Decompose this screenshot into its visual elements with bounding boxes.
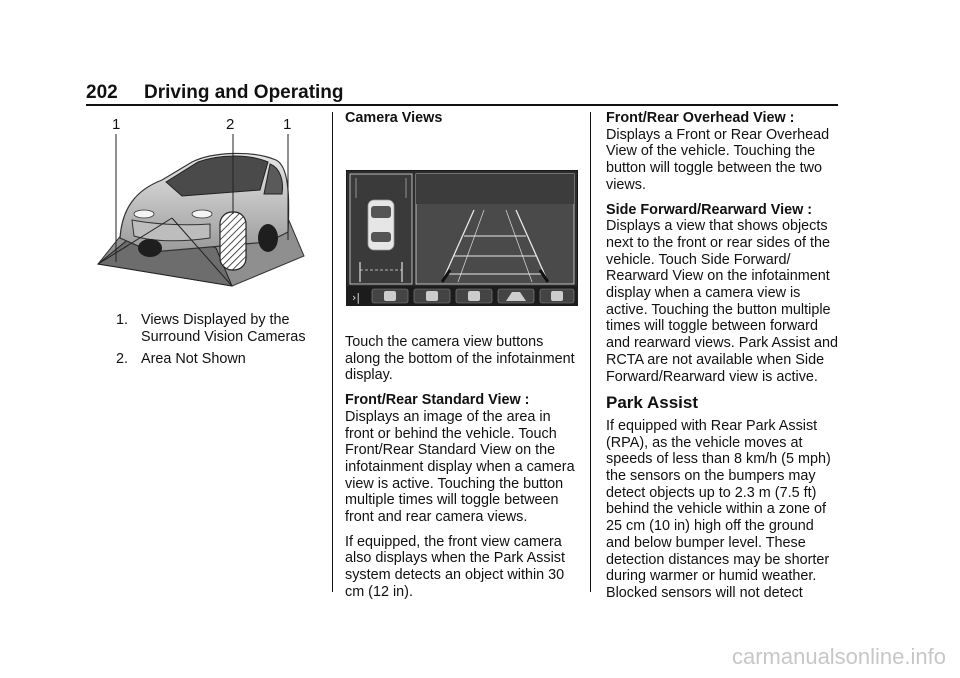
- side-view-body: Displays a view that shows objects next to the front or rear sides of the vehicle. Touch Side Forward/ Rearward View on the infotainment display when a camera view is active. Touching the button multiple times will toggle between forward and rearward views. Park Assist and RCTA are not available when Side Forward/Rearward view is active.: [606, 218, 838, 385]
- camera-display-illustration: [346, 170, 578, 306]
- callout-1-left: 1: [112, 116, 121, 133]
- front-rear-standard-title: Front/Rear Standard View :: [345, 392, 530, 409]
- caption-item: 1. Views Displayed by the Surround Vision Cameras: [116, 312, 306, 345]
- header-rule: [86, 104, 838, 106]
- watermark: carmanualsonline.info: [731, 644, 946, 669]
- callout-1-right: 1: [283, 116, 292, 133]
- right-column: [606, 110, 838, 610]
- surround-vision-illustration: [92, 134, 308, 294]
- figure-captions: [116, 312, 326, 374]
- middle-column: [345, 110, 577, 135]
- side-view-title: Side Forward/Rearward View :: [606, 201, 813, 218]
- page-number: 202: [86, 82, 118, 103]
- svg-text:›|: ›|: [352, 291, 361, 304]
- front-rear-standard-body: Displays an image of the area in front or behind the vehicle. Touch Front/Rear Standard View on the infotainment display when a camera view is active. Touching the button multiple times will toggle between front and rear camera views.: [345, 408, 575, 526]
- front-camera-note: If equipped, the front view camera also displays when the Park Assist system detects an object within 30 cm (12 in).: [345, 533, 565, 600]
- overhead-view-title: Front/Rear Overhead View :: [606, 110, 795, 126]
- camera-intro-text: Touch the camera view buttons along the bottom of the infotainment display.: [345, 334, 575, 384]
- overhead-view-body: Displays a Front or Rear Overhead View of the vehicle. Touching the button will toggle between the two views.: [606, 126, 830, 193]
- column-divider-left: [332, 112, 333, 592]
- callout-2: 2: [226, 116, 235, 133]
- park-assist-body: If equipped with Rear Park Assist (RPA), as the vehicle moves at speeds of less than 8 km/h (5 mph) the sensors on the bumpers may detect objects up to 2.3 m (7.5 ft) behind the vehicle within a zone of 25 cm (10 in) high off the ground and below bumper level. These detection distances may be shorter during warmer or humid weather. Blocked sensors will not detect: [606, 417, 831, 601]
- camera-views-heading: Camera Views: [345, 110, 443, 126]
- section-title: Driving and Operating: [144, 82, 344, 103]
- middle-column-body: [345, 334, 581, 609]
- page-header: [86, 82, 838, 104]
- park-assist-heading: Park Assist: [606, 393, 698, 413]
- caption-item: 2. Area Not Shown: [116, 351, 246, 368]
- column-divider-right: [590, 112, 591, 592]
